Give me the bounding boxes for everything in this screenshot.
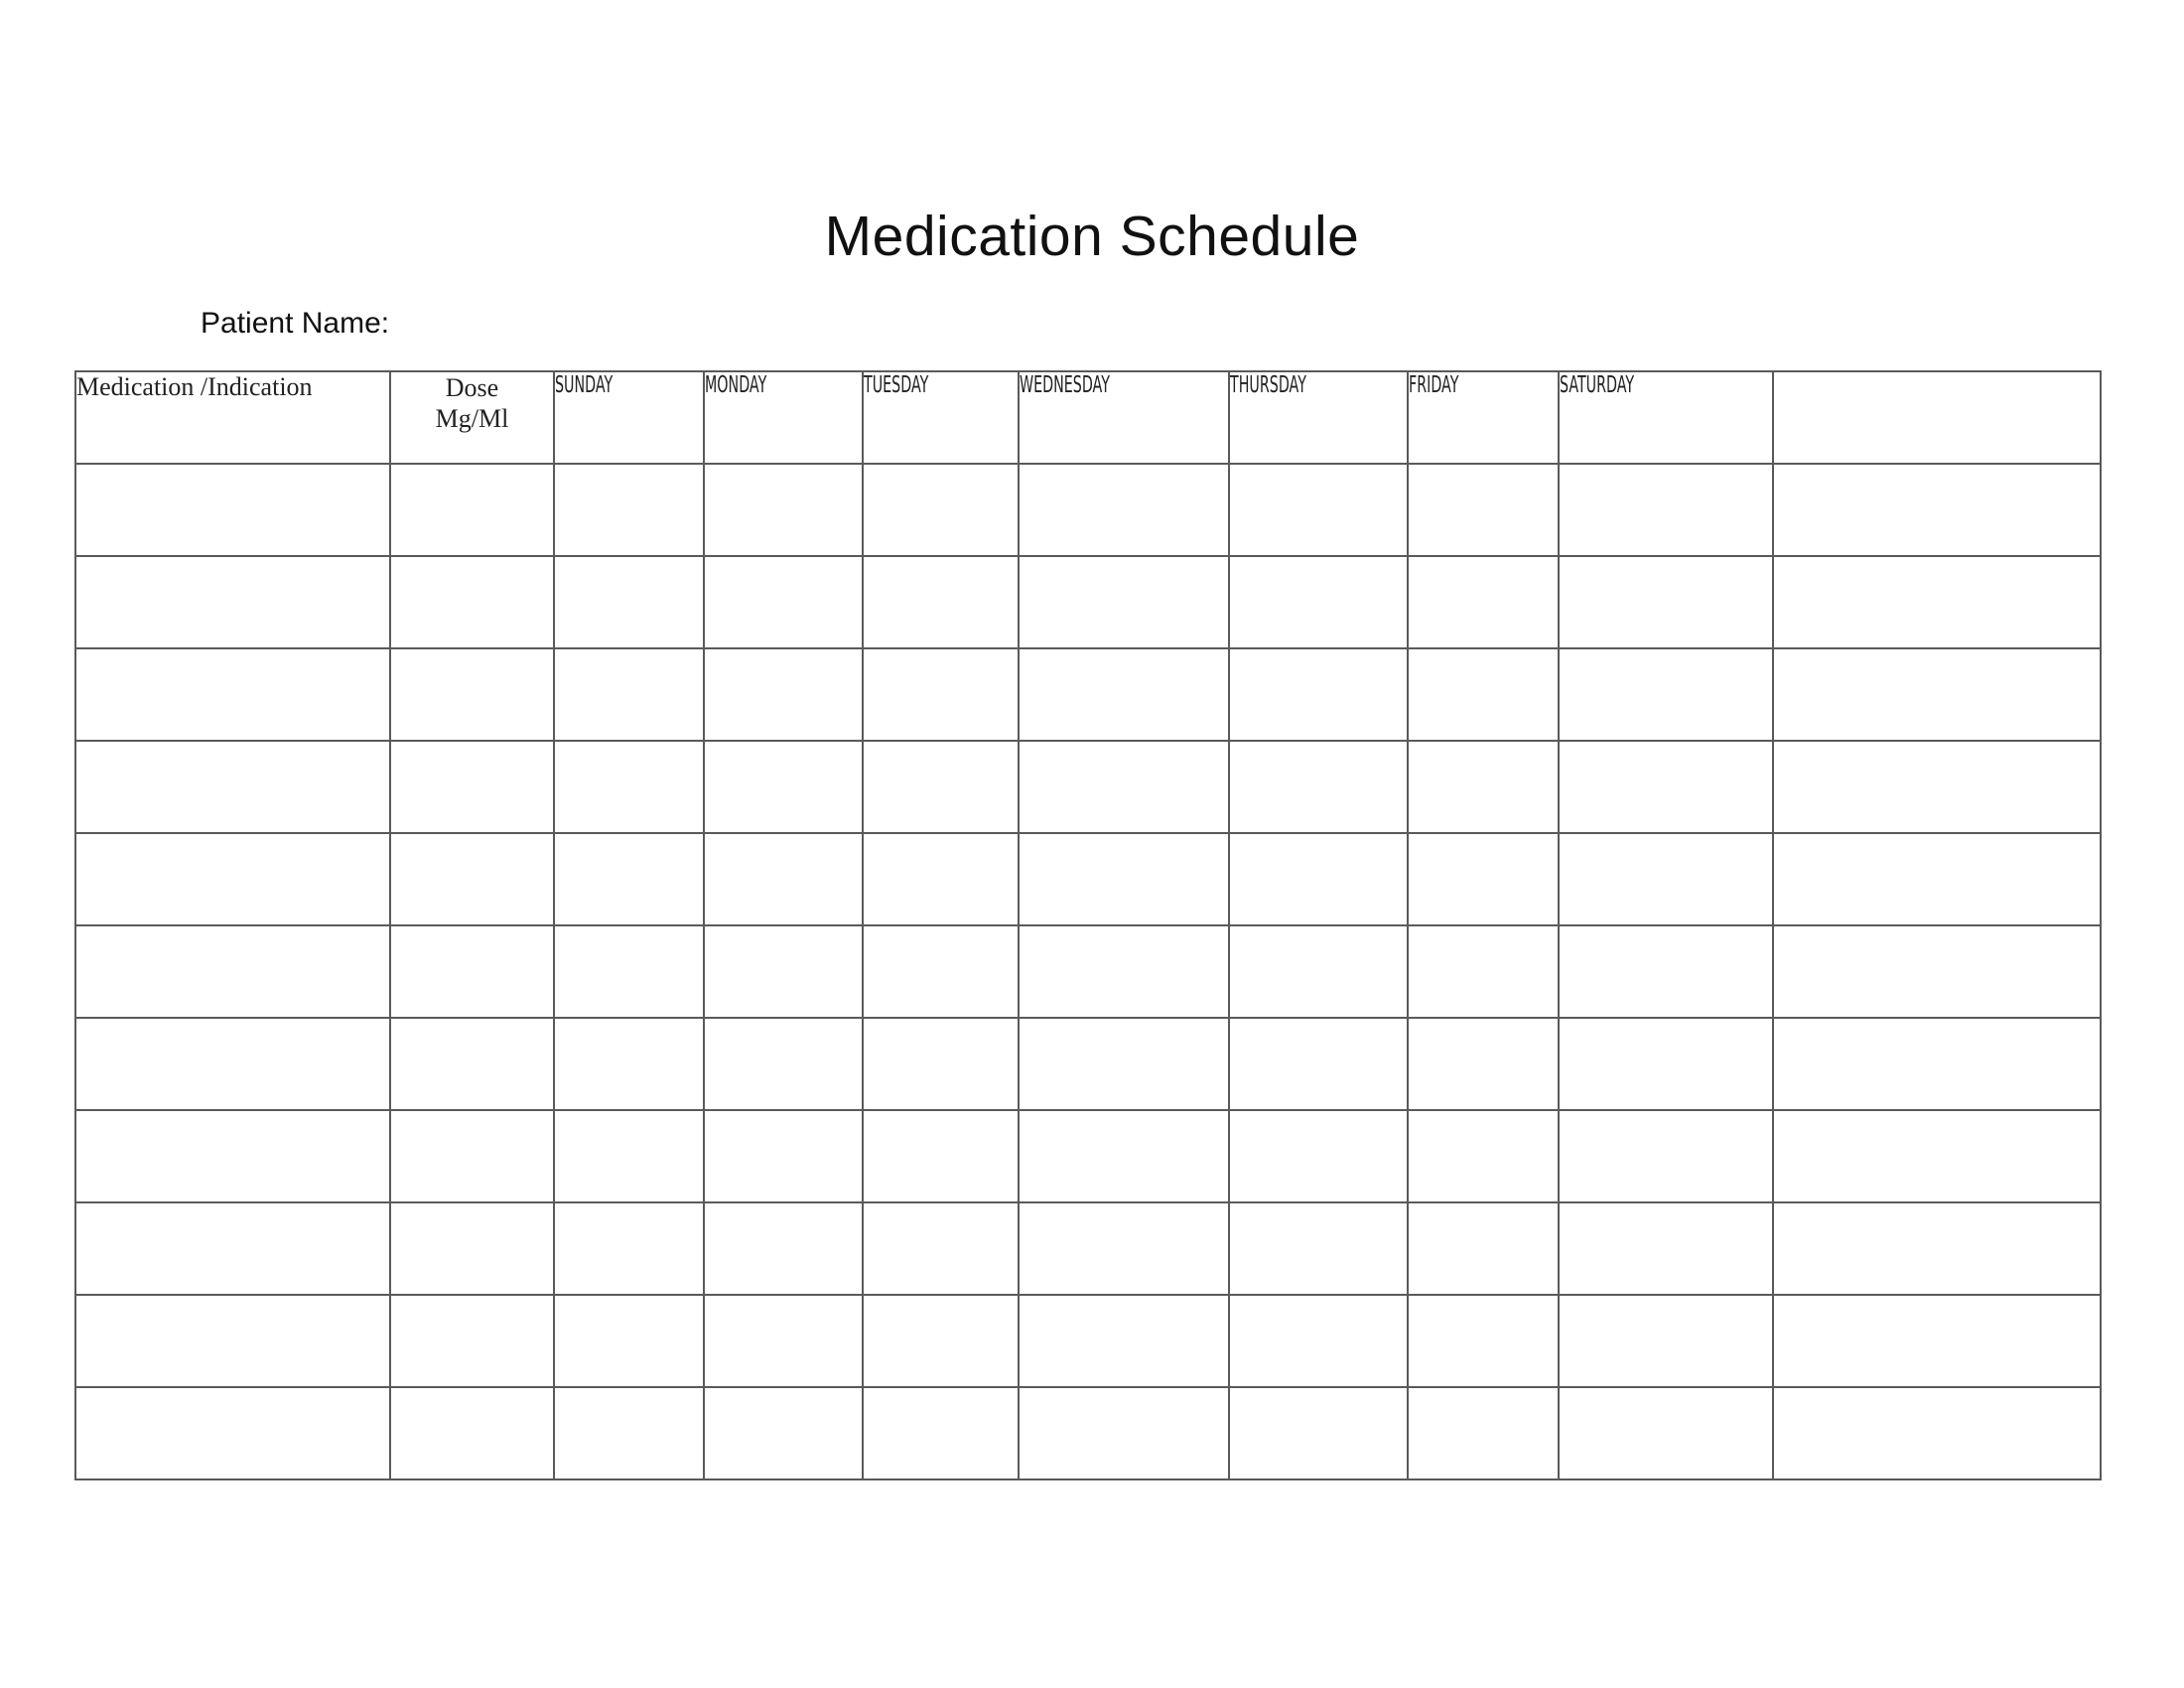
cell-saturday[interactable] xyxy=(1559,1295,1773,1387)
table-row xyxy=(75,648,2101,741)
cell-extra[interactable] xyxy=(1773,648,2101,741)
cell-extra[interactable] xyxy=(1773,1110,2101,1202)
cell-medication[interactable] xyxy=(75,1110,390,1202)
cell-extra[interactable] xyxy=(1773,1202,2101,1295)
table-row xyxy=(75,741,2101,833)
cell-thursday[interactable] xyxy=(1229,925,1408,1018)
cell-extra[interactable] xyxy=(1773,556,2101,648)
cell-thursday[interactable] xyxy=(1229,741,1408,833)
cell-medication[interactable] xyxy=(75,1295,390,1387)
cell-friday[interactable] xyxy=(1408,1202,1559,1295)
cell-medication[interactable] xyxy=(75,1018,390,1110)
cell-extra[interactable] xyxy=(1773,464,2101,556)
cell-dose[interactable] xyxy=(390,741,554,833)
cell-sunday[interactable] xyxy=(554,833,704,925)
cell-medication[interactable] xyxy=(75,464,390,556)
page-title: Medication Schedule xyxy=(824,205,1360,268)
cell-wednesday[interactable] xyxy=(1019,648,1229,741)
cell-wednesday[interactable] xyxy=(1019,1202,1229,1295)
cell-saturday[interactable] xyxy=(1559,1387,1773,1479)
header-dose xyxy=(390,371,554,464)
cell-extra[interactable] xyxy=(1773,1387,2101,1479)
cell-monday[interactable] xyxy=(704,925,863,1018)
header-dose-unit: Mg/Ml xyxy=(435,404,509,433)
cell-monday[interactable] xyxy=(704,1110,863,1202)
cell-friday[interactable] xyxy=(1408,925,1559,1018)
header-dose-label: Dose xyxy=(445,373,499,402)
header-thursday-label: THURSDAY xyxy=(1230,372,1306,398)
cell-friday[interactable] xyxy=(1408,741,1559,833)
table-row xyxy=(75,1387,2101,1479)
cell-extra[interactable] xyxy=(1773,833,2101,925)
cell-tuesday[interactable] xyxy=(863,1295,1019,1387)
cell-thursday[interactable] xyxy=(1229,556,1408,648)
cell-monday[interactable] xyxy=(704,556,863,648)
table-header-row xyxy=(75,371,2101,464)
cell-medication[interactable] xyxy=(75,648,390,741)
cell-wednesday[interactable] xyxy=(1019,1110,1229,1202)
cell-sunday[interactable] xyxy=(554,1387,704,1479)
cell-thursday[interactable] xyxy=(1229,648,1408,741)
cell-thursday[interactable] xyxy=(1229,1202,1408,1295)
table-row xyxy=(75,464,2101,556)
header-monday-label: MONDAY xyxy=(705,372,767,398)
table-body xyxy=(75,464,2101,1479)
cell-tuesday[interactable] xyxy=(863,833,1019,925)
cell-sunday[interactable] xyxy=(554,1202,704,1295)
table-row xyxy=(75,1295,2101,1387)
cell-dose[interactable] xyxy=(390,1387,554,1479)
cell-sunday[interactable] xyxy=(554,741,704,833)
cell-wednesday[interactable] xyxy=(1019,1018,1229,1110)
cell-dose[interactable] xyxy=(390,1202,554,1295)
cell-saturday[interactable] xyxy=(1559,833,1773,925)
cell-sunday[interactable] xyxy=(554,1110,704,1202)
header-sunday-label: SUNDAY xyxy=(555,372,614,398)
header-saturday xyxy=(1559,371,1773,464)
cell-sunday[interactable] xyxy=(554,1018,704,1110)
cell-tuesday[interactable] xyxy=(863,1110,1019,1202)
cell-dose[interactable] xyxy=(390,464,554,556)
cell-sunday[interactable] xyxy=(554,925,704,1018)
cell-friday[interactable] xyxy=(1408,648,1559,741)
cell-extra[interactable] xyxy=(1773,1018,2101,1110)
cell-monday[interactable] xyxy=(704,648,863,741)
cell-friday[interactable] xyxy=(1408,1295,1559,1387)
cell-wednesday[interactable] xyxy=(1019,556,1229,648)
cell-extra[interactable] xyxy=(1773,1295,2101,1387)
cell-friday[interactable] xyxy=(1408,556,1559,648)
cell-friday[interactable] xyxy=(1408,464,1559,556)
patient-name-label: Patient Name: xyxy=(201,307,390,340)
header-monday xyxy=(704,371,863,464)
cell-saturday[interactable] xyxy=(1559,1018,1773,1110)
cell-monday[interactable] xyxy=(704,1202,863,1295)
header-wednesday-label: WEDNESDAY xyxy=(1020,372,1110,398)
header-medication-indication: Medication /Indication xyxy=(75,371,390,464)
cell-medication[interactable] xyxy=(75,925,390,1018)
cell-thursday[interactable] xyxy=(1229,1110,1408,1202)
cell-tuesday[interactable] xyxy=(863,1018,1019,1110)
cell-sunday[interactable] xyxy=(554,1295,704,1387)
cell-friday[interactable] xyxy=(1408,1387,1559,1479)
cell-extra[interactable] xyxy=(1773,741,2101,833)
table-row xyxy=(75,556,2101,648)
cell-medication[interactable] xyxy=(75,741,390,833)
cell-friday[interactable] xyxy=(1408,833,1559,925)
header-tuesday xyxy=(863,371,1019,464)
header-extra-column xyxy=(1773,371,2101,464)
cell-monday[interactable] xyxy=(704,464,863,556)
table-row xyxy=(75,1110,2101,1202)
cell-saturday[interactable] xyxy=(1559,648,1773,741)
cell-wednesday[interactable] xyxy=(1019,1295,1229,1387)
table-row xyxy=(75,925,2101,1018)
cell-saturday[interactable] xyxy=(1559,741,1773,833)
cell-wednesday[interactable] xyxy=(1019,925,1229,1018)
cell-sunday[interactable] xyxy=(554,464,704,556)
cell-friday[interactable] xyxy=(1408,1018,1559,1110)
header-friday-label: FRIDAY xyxy=(1409,372,1459,398)
cell-dose[interactable] xyxy=(390,648,554,741)
cell-dose[interactable] xyxy=(390,1110,554,1202)
cell-wednesday[interactable] xyxy=(1019,833,1229,925)
cell-thursday[interactable] xyxy=(1229,464,1408,556)
cell-wednesday[interactable] xyxy=(1019,1387,1229,1479)
header-wednesday xyxy=(1019,371,1229,464)
cell-wednesday[interactable] xyxy=(1019,741,1229,833)
header-tuesday-label: TUESDAY xyxy=(864,372,929,398)
cell-monday[interactable] xyxy=(704,1018,863,1110)
cell-medication[interactable] xyxy=(75,556,390,648)
cell-tuesday[interactable] xyxy=(863,1202,1019,1295)
table-row xyxy=(75,1018,2101,1110)
cell-sunday[interactable] xyxy=(554,556,704,648)
cell-monday[interactable] xyxy=(704,833,863,925)
cell-friday[interactable] xyxy=(1408,1110,1559,1202)
table-row xyxy=(75,1202,2101,1295)
cell-tuesday[interactable] xyxy=(863,741,1019,833)
header-sunday xyxy=(554,371,704,464)
cell-tuesday[interactable] xyxy=(863,464,1019,556)
cell-saturday[interactable] xyxy=(1559,556,1773,648)
cell-monday[interactable] xyxy=(704,1295,863,1387)
cell-tuesday[interactable] xyxy=(863,1387,1019,1479)
cell-thursday[interactable] xyxy=(1229,1295,1408,1387)
medication-schedule-table xyxy=(74,370,2102,1480)
cell-dose[interactable] xyxy=(390,833,554,925)
cell-saturday[interactable] xyxy=(1559,1110,1773,1202)
cell-saturday[interactable] xyxy=(1559,464,1773,556)
cell-wednesday[interactable] xyxy=(1019,464,1229,556)
header-saturday-label: SATURDAY xyxy=(1560,372,1635,398)
cell-monday[interactable] xyxy=(704,1387,863,1479)
cell-dose[interactable] xyxy=(390,1018,554,1110)
cell-dose[interactable] xyxy=(390,1295,554,1387)
cell-extra[interactable] xyxy=(1773,925,2101,1018)
cell-saturday[interactable] xyxy=(1559,1202,1773,1295)
cell-tuesday[interactable] xyxy=(863,925,1019,1018)
cell-sunday[interactable] xyxy=(554,648,704,741)
cell-monday[interactable] xyxy=(704,741,863,833)
cell-saturday[interactable] xyxy=(1559,925,1773,1018)
cell-tuesday[interactable] xyxy=(863,556,1019,648)
header-friday xyxy=(1408,371,1559,464)
cell-dose[interactable] xyxy=(390,556,554,648)
cell-thursday[interactable] xyxy=(1229,1387,1408,1479)
cell-thursday[interactable] xyxy=(1229,833,1408,925)
cell-dose[interactable] xyxy=(390,925,554,1018)
cell-thursday[interactable] xyxy=(1229,1018,1408,1110)
cell-medication[interactable] xyxy=(75,1202,390,1295)
cell-tuesday[interactable] xyxy=(863,648,1019,741)
table-row xyxy=(75,833,2101,925)
header-thursday xyxy=(1229,371,1408,464)
cell-medication[interactable] xyxy=(75,1387,390,1479)
cell-medication[interactable] xyxy=(75,833,390,925)
